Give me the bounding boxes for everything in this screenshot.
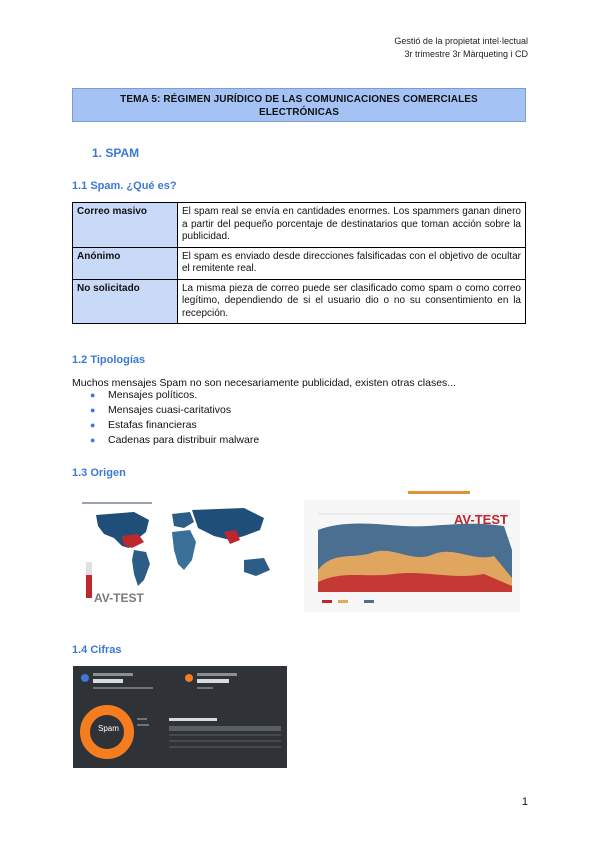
banner-line-2: ELECTRÓNICAS xyxy=(258,107,340,118)
description-cell: El spam real se envía en cantidades enormes. Los spammers ganan dinero a partir del pequeño porcentaje de destinatarios que toman acción sobre la publicidad. xyxy=(178,203,526,248)
list-item xyxy=(72,418,259,433)
list-item-text: Cadenas para distribuir malware xyxy=(108,434,260,446)
bullet-icon: ● xyxy=(90,435,96,445)
definition-table xyxy=(72,202,526,324)
bullet-icon: ● xyxy=(90,405,96,415)
description-cell: La misma pieza de correo puede ser clasificado como spam o como correo legítimo, dependiendo de si el usuario dio o no su consentimiento en la recepción. xyxy=(178,279,526,324)
donut-label: Spam xyxy=(98,724,119,733)
topic-banner xyxy=(72,88,526,122)
banner-line-1: TEMA 5: RÉGIMEN JURÍDICO DE LAS COMUNICACIONES COMERCIALES xyxy=(120,94,478,105)
term-cell: Correo masivo xyxy=(73,203,178,248)
typologies-list xyxy=(72,388,259,448)
dashboard-image xyxy=(73,666,287,768)
area-chart-image xyxy=(304,490,520,612)
subsection-title-typologies: 1.2 Tipologías xyxy=(72,354,146,366)
world-map-image xyxy=(74,490,292,610)
list-item xyxy=(72,388,259,403)
list-item xyxy=(72,403,259,418)
term-cell: No solicitado xyxy=(73,279,178,324)
document-header xyxy=(394,35,528,61)
header-line-1: Gestió de la propietat intel·lectual xyxy=(394,36,528,46)
av-test-chart-logo-text: AV-TEST xyxy=(454,512,508,527)
table-row xyxy=(73,203,526,248)
bullet-icon: ● xyxy=(90,420,96,430)
typologies-intro: Muchos mensajes Spam no son necesariamente publicidad, existen otras clases... xyxy=(72,377,457,389)
spam-figures-dashboard xyxy=(73,666,287,768)
spam-origin-world-map xyxy=(74,490,292,610)
header-line-2: 3r trimestre 3r Màrqueting i CD xyxy=(404,49,528,59)
table-row xyxy=(73,279,526,324)
bullet-icon: ● xyxy=(90,390,96,400)
table-row xyxy=(73,247,526,279)
list-item-text: Mensajes políticos. xyxy=(108,389,198,401)
spam-origin-area-chart xyxy=(304,490,520,612)
term-cell: Anónimo xyxy=(73,247,178,279)
subsection-title-origin: 1.3 Origen xyxy=(72,467,126,479)
av-test-logo-text: AV-TEST xyxy=(94,591,144,605)
description-cell: El spam es enviado desde direcciones falsificadas con el objetivo de ocultar el remitente real. xyxy=(178,247,526,279)
list-item-text: Mensajes cuasi-caritativos xyxy=(108,404,232,416)
page-number: 1 xyxy=(521,796,528,808)
subsection-title-definition: 1.1 Spam. ¿Qué es? xyxy=(72,180,177,192)
section-title-spam: 1. SPAM xyxy=(92,146,140,160)
subsection-title-figures: 1.4 Cifras xyxy=(72,644,122,656)
list-item xyxy=(72,433,259,448)
list-item-text: Estafas financieras xyxy=(108,419,197,431)
